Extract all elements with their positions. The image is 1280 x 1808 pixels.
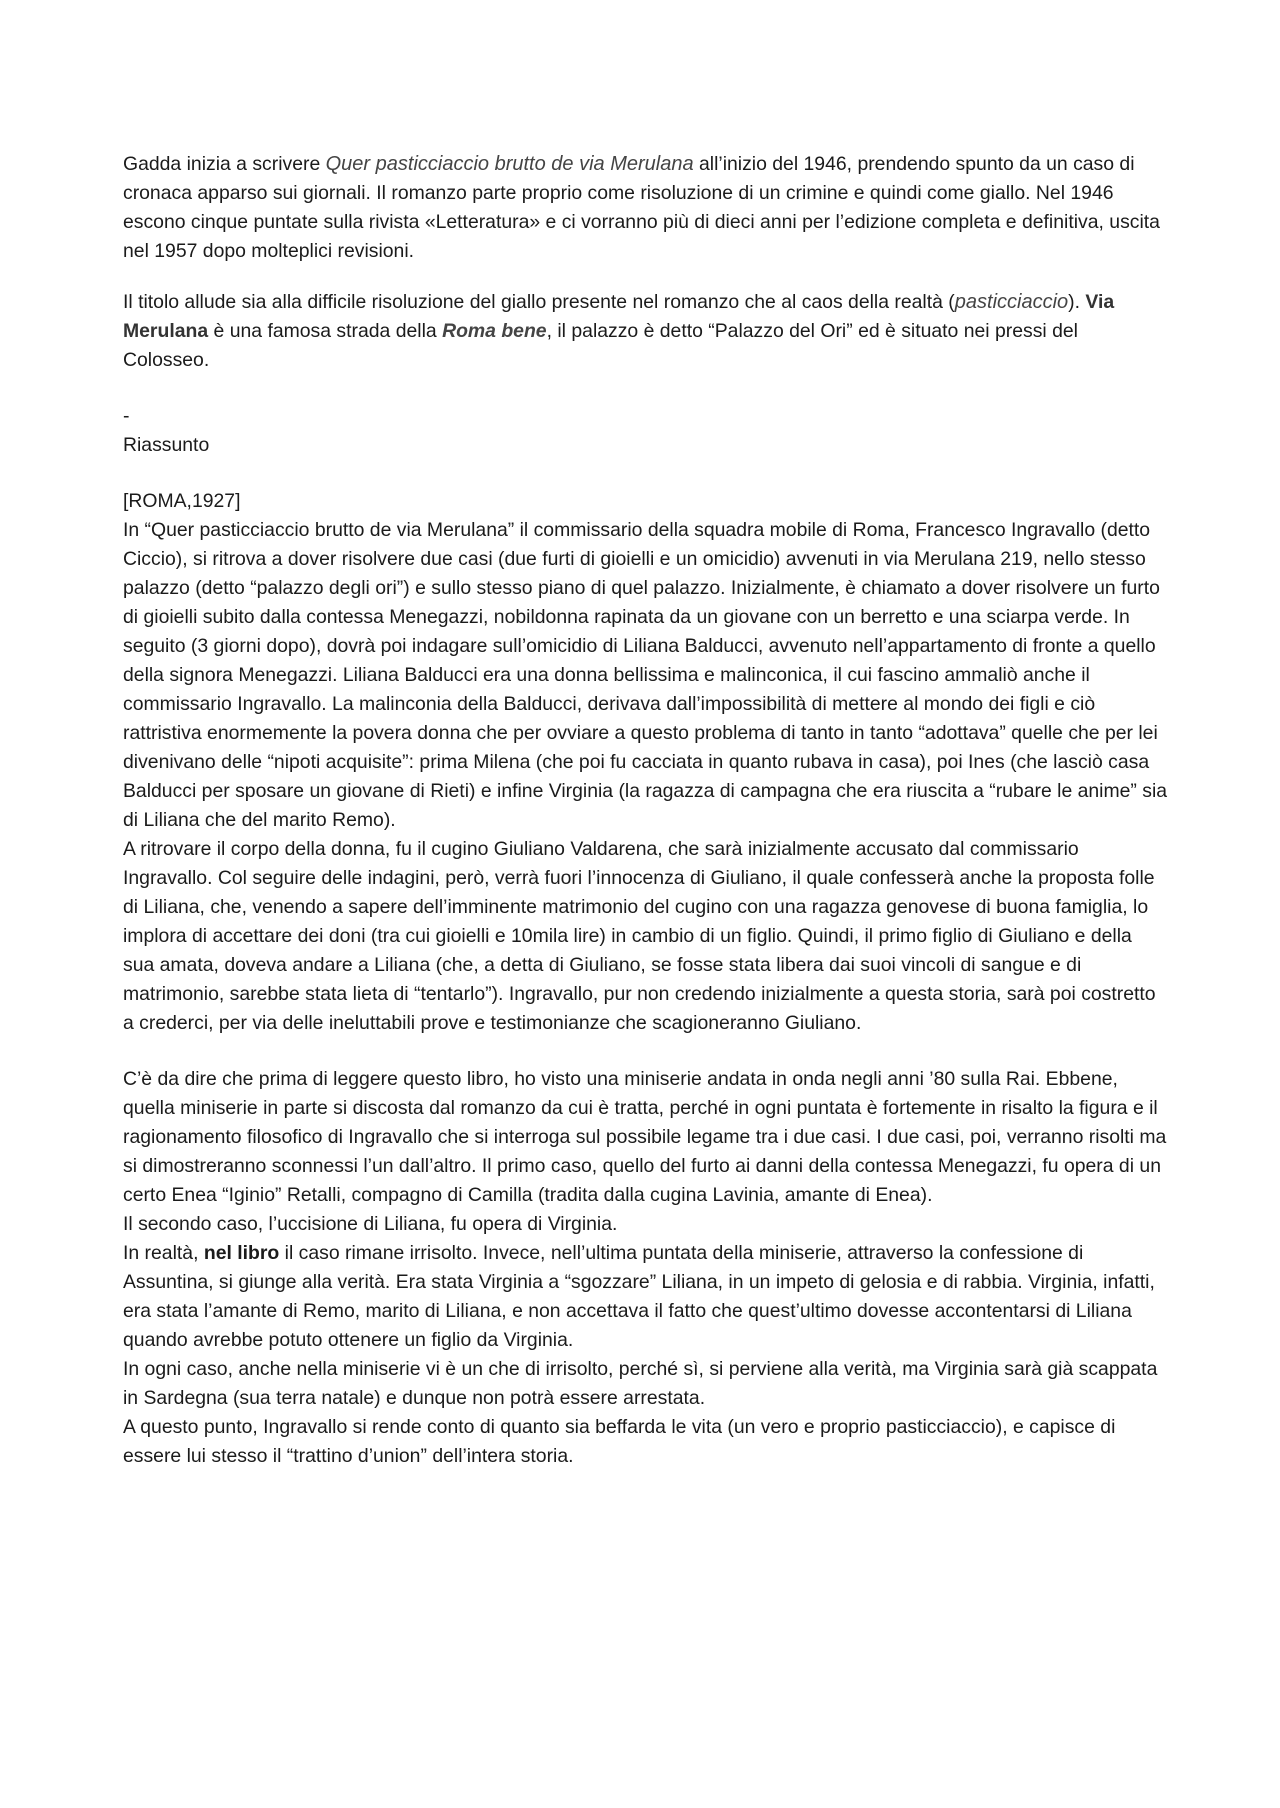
commentary-paragraph-1: C’è da dire che prima di leggere questo libro, ho visto una miniserie andata in onda negli anni ’80 sulla Rai. Ebbene, quella miniserie in parte si discosta dal romanzo da cui è tratta, perché in ogni puntata è fortemente in risalto la figura e il ragionamento filosofico di Ingravallo che si interroga sul possibile legame tra i due casi. I due casi, poi, verranno risolti ma si dimostreranno sconnessi l’un dall’altro. Il primo caso, quello del furto ai danni della contessa Menegazzi, fu opera di un certo Enea “Iginio” Retalli, compagno di Camilla (tradita dalla cugina Lavinia, amante di Enea).: [123, 1068, 1167, 1206]
paragraph-gap: [123, 375, 1168, 402]
commentary-paragraph-5: A questo punto, Ingravallo si rende conto di quanto sia beffarda le vita (un vero e proprio pasticciaccio), e capisce di essere lui stesso il “trattino d’union” dell’intera storia.: [123, 1416, 1116, 1467]
section-title: Riassunto: [123, 434, 210, 456]
intro-text: ).: [1068, 291, 1086, 313]
paragraph-gap: [123, 266, 1168, 288]
keyword-pasticciaccio: pasticciaccio: [954, 291, 1069, 313]
keyword-roma-bene: Roma bene: [442, 320, 547, 342]
intro-text: all’inizio del 1946, prendendo spunto da un caso di cronaca apparso sui giornali. Il romanzo parte proprio come risoluzione di un crimine e quindi come giallo. Nel 1946 escono cinque puntate sulla rivista «Letteratura» e ci vorranno più di dieci anni per l’edizione completa e definitiva, uscita nel 1957 dopo molteplici revisioni.: [123, 153, 1160, 262]
intro-text: è una famosa strada della: [208, 320, 443, 342]
keyword-via-merulana: Via Merulana: [123, 291, 1115, 342]
intro-text: , il palazzo è detto “Palazzo del Ori” ed è situato nei pressi del Colosseo.: [123, 320, 1078, 371]
novel-title: Quer pasticciaccio brutto de via Merulana: [325, 153, 694, 175]
intro-text: Gadda inizia a scrivere: [123, 153, 326, 175]
commentary-text: il caso rimane irrisolto. Invece, nell’ultima puntata della miniserie, attraverso la confessione di Assuntina, si giunge alla verità. Era stata Virginia a “sgozzare” Liliana, in un impeto di gelosia e di rabbia. Virginia, infatti, era stata l’amante di Remo, marito di Liliana, e non accettava il fatto che quest’ultimo dovesse accontentarsi di Liliana quando avrebbe potuto ottenere un figlio da Virginia.: [123, 1242, 1155, 1351]
commentary-paragraph-2: Il secondo caso, l’uccisione di Liliana, fu opera di Virginia.: [123, 1213, 618, 1235]
summary-paragraph-1: In “Quer pasticciaccio brutto de via Merulana” il commissario della squadra mobile di Roma, Francesco Ingravallo (detto Ciccio), si ritrova a dover risolvere due casi (due furti di gioielli e un omicidio) avvenuti in via Merulana 219, nello stesso palazzo (detto “palazzo degli ori”) e sullo stesso piano di quel palazzo. Inizialmente, è chiamato a dover risolvere un furto di gioielli subito dalla contessa Menegazzi, nobildonna rapinata da un giovane con un berretto e una sciarpa verde. In seguito (3 giorni dopo), dovrà poi indagare sull’omicidio di Liliana Balducci, avvenuto nell’appartamento di fronte a quello della signora Menegazzi. Liliana Balducci era una donna bellissima e malinconica, il cui fascino ammaliò anche il commissario Ingravallo. La malinconia della Balducci, derivava dall’impossibilità di mettere al mondo dei figli e ciò rattristiva enormemente la povera donna che per ovviare a questo problema di tanto in tanto “adottava” quelle che per lei divenivano delle “nipoti acquisite”: prima Milena (che poi fu cacciata in quanto rubava in casa), poi Ines (che lasciò casa Balducci per sposare un giovane di Rieti) e infine Virginia (la ragazza di campagna che era riuscita a “rubare le anime” sia di Liliana che del marito Remo).: [123, 519, 1168, 831]
place-date: [ROMA,1927]: [123, 490, 241, 512]
intro-text: Il titolo allude sia alla difficile risoluzione del giallo presente nel romanzo che al caos della realtà (: [123, 291, 955, 313]
summary-paragraph-2: A ritrovare il corpo della donna, fu il cugino Giuliano Valdarena, che sarà inizialmente accusato dal commissario Ingravallo. Col seguire delle indagini, però, verrà fuori l’innocenza di Giuliano, il quale confesserà anche la proposta folle di Liliana, che, venendo a sapere dell’imminente matrimonio del cugino con una ragazza genovese di buona famiglia, lo implora di accettare dei doni (tra cui gioielli e 10mila lire) in cambio di un figlio. Quindi, il primo figlio di Giuliano e della sua amata, doveva andare a Liliana (che, a detta di Giuliano, se fosse stata libera dai suoi vincoli di sangue e di matrimonio, sarebbe stata lieta di “tentarlo”). Ingravallo, pur non credendo inizialmente a questa storia, sarà poi costretto a crederci, per via delle ineluttabili prove e testimonianze che scagioneranno Giuliano.: [123, 838, 1156, 1034]
paragraph-gap: [123, 1038, 1168, 1065]
emphasis-nel-libro: nel libro: [203, 1242, 280, 1264]
paragraph-gap: [123, 460, 1168, 487]
intro-paragraph-2: [123, 288, 1168, 375]
separator: -: [123, 405, 130, 427]
document-page: [123, 150, 1168, 1471]
commentary-text: In realtà,: [123, 1242, 204, 1264]
intro-paragraph-1: [123, 150, 1168, 266]
commentary-paragraph-4: In ogni caso, anche nella miniserie vi è un che di irrisolto, perché sì, si perviene alla verità, ma Virginia sarà già scappata in Sardegna (sua terra natale) e dunque non potrà essere arrestata.: [123, 1358, 1158, 1409]
commentary-paragraph-3: [123, 1239, 1168, 1355]
